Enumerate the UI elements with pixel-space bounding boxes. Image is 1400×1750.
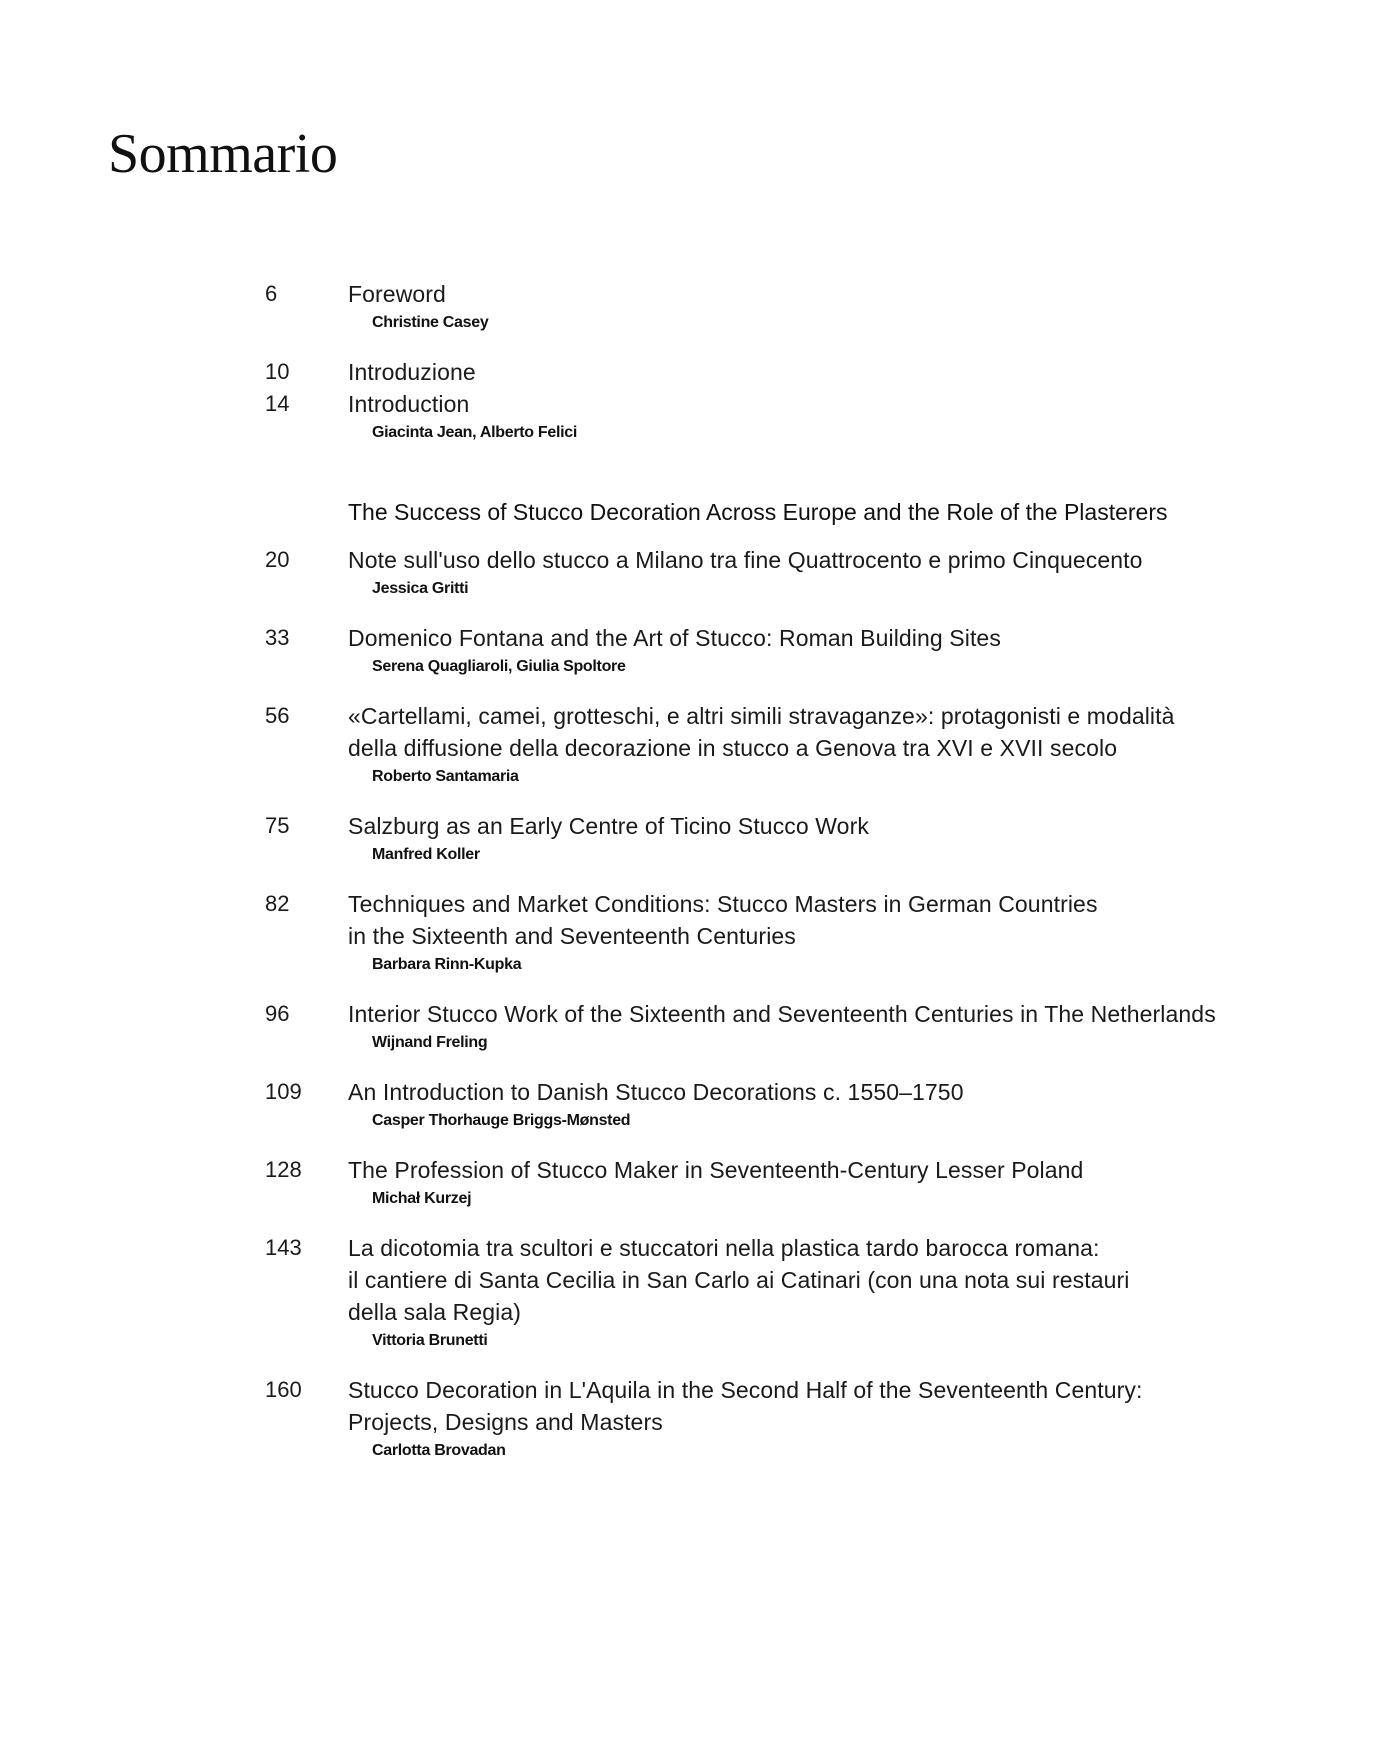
toc-entry-author: Giacinta Jean, Alberto Felici [372,424,577,441]
toc-entry-title [348,356,1375,388]
toc-entry[interactable] [265,278,1375,336]
toc-page-number: 96 [265,1001,290,1026]
toc-entry-title [348,888,1375,952]
toc-title-line: The Profession of Stucco Maker in Seventeenth-Century Lesser Poland [348,1157,1084,1183]
toc-entry[interactable] [265,998,1375,1056]
toc-title-line: Techniques and Market Conditions: Stucco Masters in German Countries [348,891,1098,917]
toc-entry[interactable] [265,1232,1375,1354]
toc-title-line: in the Sixteenth and Seventeenth Centuries [348,923,796,949]
toc-title-line: Interior Stucco Work of the Sixteenth and Seventeenth Centuries in The Netherlands [348,1001,1216,1027]
toc-page-number: 33 [265,625,290,650]
page-title: Sommario [108,123,338,185]
section-heading: The Success of Stucco Decoration Across Europe and the Role of the Plasterers [348,499,1168,525]
toc-page-number: 128 [265,1157,302,1182]
toc-title-line: della diffusione della decorazione in stucco a Genova tra XVI e XVII secolo [348,735,1118,761]
toc-entry-author: Barbara Rinn-Kupka [372,956,522,973]
toc-title-line: An Introduction to Danish Stucco Decorations c. 1550–1750 [348,1079,964,1105]
toc-page-number: 160 [265,1377,302,1402]
toc-title-line: il cantiere di Santa Cecilia in San Carlo ai Catinari (con una nota sui restauri [348,1267,1130,1293]
toc-entry-title [348,544,1375,576]
toc-front-matter [265,278,1375,446]
toc-entry-author: Wijnand Freling [372,1034,488,1051]
toc-entry[interactable] [265,544,1375,602]
toc-entry-author: Christine Casey [372,314,489,331]
toc-title-line: Domenico Fontana and the Art of Stucco: Roman Building Sites [348,625,1001,651]
toc-entry-author: Manfred Koller [372,846,480,863]
toc-entry-author: Roberto Santamaria [372,768,519,785]
toc-entry-title [348,388,1375,420]
toc-entry[interactable] [265,700,1375,790]
toc-entry-title [348,998,1375,1030]
toc-title-line: Foreword [348,281,446,307]
toc-entry[interactable] [265,1076,1375,1134]
toc-entry-title [348,810,1375,842]
toc-page-number: 6 [265,281,278,306]
toc-entry[interactable] [265,888,1375,978]
toc-title-line: Salzburg as an Early Centre of Ticino Stucco Work [348,813,869,839]
table-of-contents [265,278,1375,1484]
toc-title-line: Projects, Designs and Masters [348,1409,663,1435]
toc-page-number: 14 [265,391,290,416]
toc-entry-title [348,1076,1375,1108]
toc-entry[interactable] [265,810,1375,868]
toc-entry-author: Casper Thorhauge Briggs-Mønsted [372,1112,631,1129]
toc-entry-title [348,1374,1375,1438]
toc-entry[interactable] [265,1154,1375,1212]
toc-entries [265,544,1375,1464]
toc-title-line: Introduction [348,391,470,417]
toc-entry-author: Carlotta Brovadan [372,1442,506,1459]
toc-entry-title [348,1154,1375,1186]
toc-entry-title [348,1232,1375,1328]
toc-entry-author: Serena Quagliaroli, Giulia Spoltore [372,658,626,675]
toc-title-line: Stucco Decoration in L'Aquila in the Second Half of the Seventeenth Century: [348,1377,1143,1403]
toc-entry-title [348,278,1375,310]
toc-entry[interactable] [265,388,1375,446]
toc-page-number: 82 [265,891,290,916]
toc-entry-author: Vittoria Brunetti [372,1332,488,1349]
toc-title-line: «Cartellami, camei, grotteschi, e altri simili stravaganze»: protagonisti e modalità [348,703,1175,729]
toc-page-number: 143 [265,1235,302,1260]
toc-title-line: della sala Regia) [348,1299,522,1325]
toc-entry[interactable] [265,622,1375,680]
toc-entry[interactable] [265,1374,1375,1464]
toc-entry-title [348,622,1375,654]
toc-page-number: 56 [265,703,290,728]
toc-page-number: 75 [265,813,290,838]
toc-page-number: 20 [265,547,290,572]
toc-entry-title [348,700,1375,764]
toc-page-number: 10 [265,359,290,384]
toc-entry-author: Michał Kurzej [372,1190,472,1207]
toc-title-line: Note sull'uso dello stucco a Milano tra fine Quattrocento e primo Cinquecento [348,547,1143,573]
toc-page-number: 109 [265,1079,302,1104]
toc-entry[interactable] [265,356,1375,388]
toc-title-line: La dicotomia tra scultori e stuccatori nella plastica tardo barocca romana: [348,1235,1100,1261]
toc-title-line: Introduzione [348,359,476,385]
toc-entry-author: Jessica Gritti [372,580,469,597]
